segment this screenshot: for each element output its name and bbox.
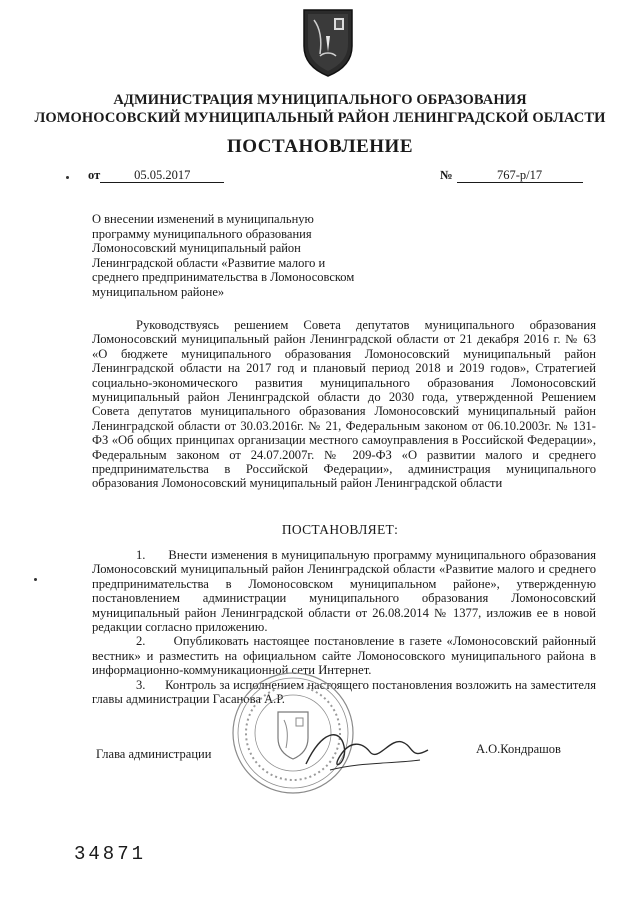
org-name-line1: АДМИНИСТРАЦИЯ МУНИЦИПАЛЬНОГО ОБРАЗОВАНИЯ [113, 92, 527, 108]
decree-heading: ПОСТАНОВЛЯЕТ: [281, 522, 399, 537]
date-line [88, 168, 224, 183]
org-name-line2: ЛОМОНОСОВСКИЙ МУНИЦИПАЛЬНЫЙ РАЙОН ЛЕНИНГРАДСКОЙ ОБЛАСТИ [34, 110, 606, 126]
subject-line: программу муниципального образования [92, 226, 312, 241]
number-label: № [440, 168, 453, 182]
document-type-title: ПОСТАНОВЛЕНИЕ [226, 136, 414, 157]
decree-item: 2. Опубликовать настоящее постановление в газете «Ломоносовский районный вестник» и разместить на официальном сайте Ломоносовского муниципального района в информационно-коммуникационной сети Интернет. [92, 634, 596, 678]
number-line [440, 168, 583, 183]
subject-line: муниципальном районе» [92, 284, 225, 299]
signatory-position: Глава администрации [96, 747, 212, 761]
subject-line: Ломоносовский муниципальный район [92, 241, 301, 256]
decree-item: 3. Контроль за исполнением настоящего постановления возложить на заместителя главы администрации Гасанова А.Р. [92, 677, 596, 707]
preamble-paragraph: Руководствуясь решением Совета депутатов муниципального образования Ломоносовский муниципальный район Ленинградской области от 21 декабря 2016 г. № 63 «О бюджете муниципального образования Ломоносовский муниципальный район Ленинградской области на 2017 год и плановый период 2018 и 2019 годов», Стратегией социально-экономического развития муниципального образования Ломоносовский муниципальный район Ленинградской области до 2030 года, утвержденной Решением Совета депутатов муниципального образования Ломоносовский муниципальный район Ленинградской области от 30.03.2016г. № 21, Федеральным законом от 06.10.2003г. № 131-ФЗ «Об общих принципах организации местного самоуправления в Российской Федерации», Федеральным законом от 24.07.2007г. № 209-ФЗ «О развитии малого и среднего предпринимательства в Российской Федерации», администрация муниципального образования Ломоносовский муниципальный район Ленинградской области [92, 318, 596, 491]
coat-of-arms-emblem [300, 6, 356, 78]
scan-dot [34, 578, 37, 581]
handwritten-signature [300, 720, 440, 780]
subject-line: Ленинградской области «Развитие малого и [92, 255, 326, 270]
subject-line: среднего предпринимательства в Ломоносовском [92, 270, 355, 285]
decree-item: 1. Внести изменения в муниципальную программу муниципального образования Ломоносовский муниципальный район Ленинградской области «Развитие малого и среднего предпринимательства в Ломоносовском муниципальном районе», утвержденную постановлением администрации муниципального образования Ломоносовский муниципальный район Ленинградской области от 26.08.2014 № 1377, изложив ее в новой редакции согласно приложению. [92, 548, 596, 635]
scan-dot [66, 176, 69, 179]
date-label: от [88, 168, 101, 182]
date-value: 05.05.2017 [100, 169, 224, 183]
number-value: 767-р/17 [457, 169, 583, 183]
signatory-name: А.О.Кондрашов [476, 742, 561, 756]
registration-number: 34871 [74, 843, 147, 865]
subject-line: О внесении изменений в муниципальную [92, 212, 314, 226]
document-subject [92, 212, 362, 300]
